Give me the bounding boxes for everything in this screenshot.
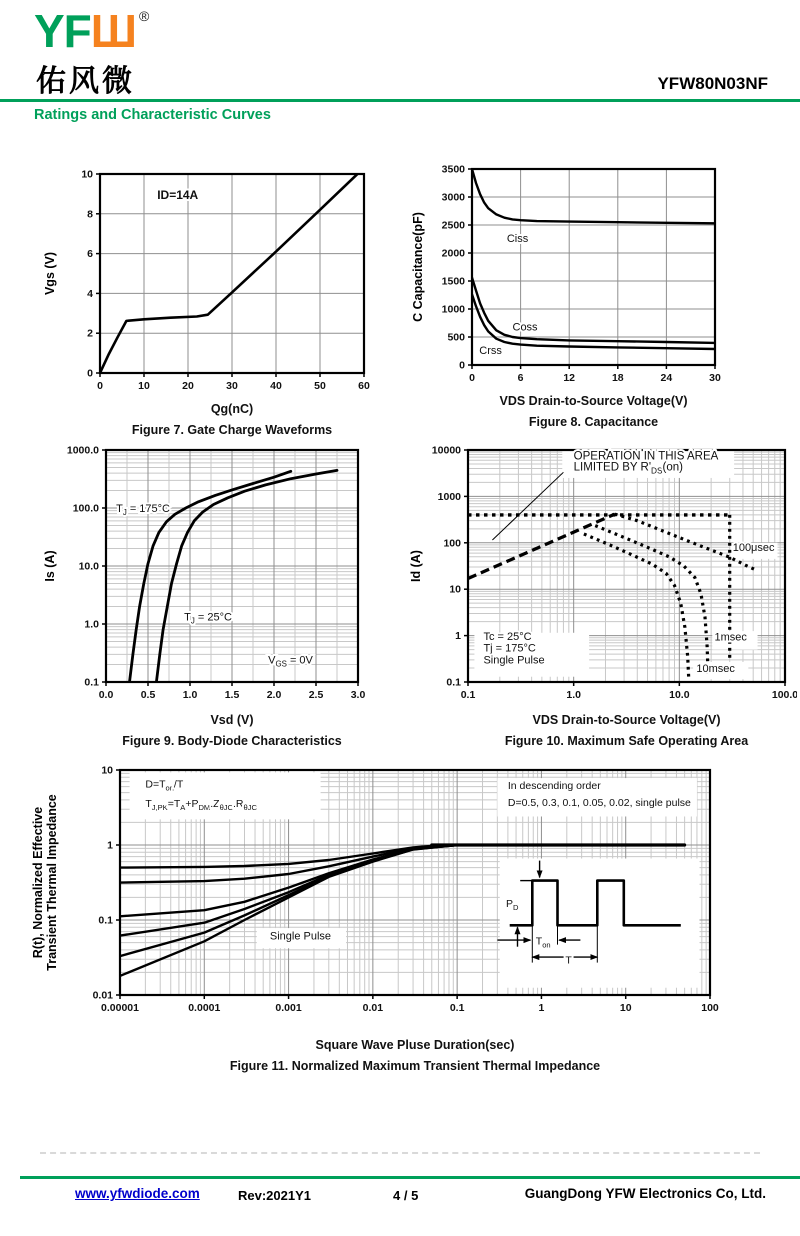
- svg-text:10msec: 10msec: [696, 662, 735, 675]
- svg-text:100μsec: 100μsec: [732, 542, 775, 555]
- svg-text:0.1: 0.1: [449, 1002, 465, 1014]
- svg-text:100: 100: [701, 1002, 719, 1014]
- logo-yf-text: YF: [34, 5, 91, 57]
- figure-11-xlabel: Square Wave Pluse Duration(sec): [315, 1038, 515, 1052]
- website-link[interactable]: www.yfwdiode.com: [75, 1186, 200, 1201]
- header-divider: [0, 99, 800, 102]
- svg-text:0.1: 0.1: [98, 914, 113, 927]
- figure-11-chart: [30, 756, 770, 1026]
- figure-7-gate-charge: [42, 160, 392, 438]
- svg-text:10.0: 10.0: [669, 689, 690, 701]
- svg-text:Ciss: Ciss: [506, 232, 529, 245]
- svg-text:R(t), Normalized Effective: R(t), Normalized Effective: [31, 806, 45, 959]
- svg-text:Id (A): Id (A): [409, 550, 423, 582]
- svg-text:TJ = 175°C: $T_J = 175^\circ C$: [116, 503, 171, 518]
- svg-text:0.1: 0.1: [460, 689, 476, 701]
- svg-text:4: 4: [87, 287, 93, 300]
- svg-text:PD: $P_D$: [505, 897, 519, 912]
- figure-11-thermal-impedance: [30, 756, 770, 1074]
- svg-text:10: 10: [449, 583, 461, 596]
- svg-text:10.0: 10.0: [78, 560, 99, 573]
- svg-text:0: 0: [97, 380, 103, 392]
- figure-8-capacitance: [410, 155, 748, 430]
- scan-artifact-line: [40, 1152, 760, 1154]
- svg-text:1.0: 1.0: [566, 689, 581, 701]
- svg-text:Transient Thermal Impedance: Transient Thermal Impedance: [45, 794, 59, 971]
- figure-7-caption: Figure 7. Gate Charge Waveforms: [131, 422, 333, 437]
- svg-text:Vgs (V): Vgs (V): [43, 251, 57, 296]
- svg-text:10: 10: [101, 764, 113, 777]
- svg-text:2000: 2000: [441, 247, 465, 260]
- figure-9-chart: [42, 436, 392, 713]
- svg-text:2: 2: [87, 327, 93, 340]
- figure-7-chart: [42, 160, 392, 402]
- svg-text:2.5: 2.5: [308, 689, 324, 701]
- figure-9-xlabel: Vsd (V): [210, 713, 254, 727]
- svg-text:0.5: 0.5: [140, 689, 156, 701]
- logo-sha-mark: Ш: [90, 5, 137, 57]
- svg-text:1: 1: [538, 1002, 545, 1014]
- svg-text:10: 10: [138, 380, 150, 392]
- svg-text:0: 0: [459, 359, 465, 372]
- svg-text:10: 10: [619, 1002, 632, 1014]
- figure-11-caption: Figure 11. Normalized Maximum Transient Thermal Impedance: [229, 1058, 601, 1073]
- svg-text:Is (A): Is (A): [43, 550, 57, 582]
- figure-10-text: [408, 713, 797, 749]
- fig11-svg: [30, 756, 770, 1021]
- figure-7-text: [42, 402, 392, 438]
- svg-text:Tc = 25°C: Tc = 25°C: [483, 631, 532, 644]
- svg-text:Coss: Coss: [512, 321, 538, 334]
- svg-text:3000: 3000: [441, 191, 465, 204]
- yfw-logo: [34, 5, 149, 57]
- svg-text:1000: 1000: [437, 490, 461, 503]
- svg-text:0.1: 0.1: [446, 676, 461, 689]
- svg-text:3500: 3500: [441, 163, 465, 176]
- svg-text:VGS = 0V: $V_{GS} = 0V$: [268, 654, 313, 669]
- fig9-svg: [42, 436, 392, 708]
- svg-text:1.5: 1.5: [224, 689, 240, 701]
- svg-text:0.0001: 0.0001: [188, 1002, 221, 1014]
- svg-text:ID=14A: ID=14A: [157, 187, 199, 202]
- svg-text:2.0: 2.0: [266, 689, 282, 701]
- registered-trademark-icon: ®: [139, 8, 149, 24]
- svg-text:0: 0: [469, 372, 475, 384]
- svg-text:0.001: 0.001: [275, 1002, 302, 1014]
- figure-11-text: [30, 1038, 770, 1074]
- company-name: GuangDong YFW Electronics Co, Ltd.: [524, 1186, 766, 1201]
- svg-text:0.00001: 0.00001: [101, 1002, 139, 1014]
- figure-9-caption: Figure 9. Body-Diode Characteristics: [122, 733, 342, 748]
- figure-8-chart: [410, 155, 748, 394]
- figure-7-xlabel: Qg(nC): [210, 402, 254, 416]
- svg-text:8: 8: [87, 208, 93, 221]
- section-title: Ratings and Characteristic Curves: [34, 107, 271, 123]
- svg-text:6: 6: [87, 248, 93, 261]
- figure-8-caption: Figure 8. Capacitance: [528, 414, 659, 429]
- svg-text:Ton: $T_{on}$: [535, 935, 551, 950]
- svg-text:50: 50: [314, 380, 326, 392]
- svg-text:100: 100: [443, 537, 461, 550]
- svg-text:LIMITED BY R'DS(on): LIMITED BY $R'_{DS}(on)$: [573, 461, 683, 476]
- svg-text:30: 30: [226, 380, 238, 392]
- svg-text:1.0: 1.0: [84, 618, 99, 631]
- svg-text:1.0: 1.0: [182, 689, 198, 701]
- svg-text:100.0: 100.0: [72, 502, 99, 515]
- svg-text:0.1: 0.1: [84, 676, 99, 689]
- figure-10-soa: [408, 436, 797, 749]
- svg-text:60: 60: [358, 380, 370, 392]
- footer-divider: [20, 1176, 800, 1179]
- svg-text:Crss: Crss: [479, 344, 502, 357]
- svg-text:40: 40: [270, 380, 282, 392]
- svg-text:6: 6: [517, 372, 524, 384]
- svg-text:1000: 1000: [441, 303, 465, 316]
- svg-text:TJ = 25°C: $T_J = 25^\circ C$: [184, 611, 232, 626]
- svg-text:1: 1: [107, 839, 113, 852]
- svg-text:18: 18: [611, 372, 624, 384]
- svg-text:0.01: 0.01: [92, 989, 113, 1002]
- fig7-svg: [42, 160, 392, 397]
- figure-10-chart: [408, 436, 797, 713]
- svg-text:1msec: 1msec: [714, 631, 747, 644]
- figure-10-xlabel: VDS Drain-to-Source Voltage(V): [532, 713, 721, 727]
- svg-text:TJ,PK=TA+PDM.ZθJC.RθJC: $T_{J,PK}=T_A+P_{DM}.Z_{\theta JC}.R_{\theta JC}$: [145, 798, 257, 813]
- svg-text:100.0: 100.0: [771, 689, 797, 701]
- figure-8-xlabel: VDS Drain-to-Source Voltage(V): [499, 394, 688, 408]
- logo-chinese-name: 佑风微: [36, 65, 135, 98]
- fig8-svg: [410, 155, 748, 389]
- svg-text:2500: 2500: [441, 219, 465, 232]
- svg-text:12: 12: [563, 372, 576, 384]
- svg-text:Tj = 175°C: Tj = 175°C: [483, 642, 536, 655]
- svg-text:10: 10: [81, 168, 93, 181]
- figure-10-caption: Figure 10. Maximum Safe Operating Area: [504, 733, 749, 748]
- svg-text:24: 24: [660, 372, 673, 384]
- svg-text:3.0: 3.0: [350, 689, 366, 701]
- svg-text:30: 30: [709, 372, 721, 384]
- svg-text:0.0: 0.0: [98, 689, 114, 701]
- revision-label: Rev:2021Y1: [238, 1188, 311, 1203]
- svg-text:T: T: [565, 954, 572, 967]
- svg-text:D=0.5, 0.3, 0.1, 0.05, 0.02, s: D=0.5, 0.3, 0.1, 0.05, 0.02, single pulse: [507, 797, 691, 810]
- svg-text:Single Pulse: Single Pulse: [483, 654, 545, 667]
- svg-text:1000.0: 1000.0: [66, 444, 99, 457]
- svg-text:20: 20: [182, 380, 194, 392]
- figure-9-body-diode: [42, 436, 392, 749]
- svg-text:1500: 1500: [441, 275, 465, 288]
- svg-text:C Capacitance(pF): C Capacitance(pF): [411, 212, 425, 322]
- svg-text:1: 1: [455, 630, 461, 643]
- page-number: 4 / 5: [393, 1188, 419, 1203]
- svg-text:500: 500: [447, 331, 465, 344]
- figure-9-text: [42, 713, 392, 749]
- svg-text:In descending order: In descending order: [507, 779, 601, 792]
- svg-text:0: 0: [87, 367, 93, 380]
- fig10-svg: [408, 436, 797, 708]
- svg-text:D=Ton/T: $D=T_{on}/T$: [145, 778, 184, 793]
- figure-8-text: [410, 394, 748, 430]
- svg-text:10000: 10000: [431, 444, 461, 457]
- svg-text:Single Pulse: Single Pulse: [269, 930, 332, 943]
- svg-text:0.01: 0.01: [362, 1002, 384, 1014]
- svg-text:OPERATION IN THIS AREA: OPERATION IN THIS AREA: [573, 450, 719, 463]
- part-number: YFW80N03NF: [657, 74, 768, 93]
